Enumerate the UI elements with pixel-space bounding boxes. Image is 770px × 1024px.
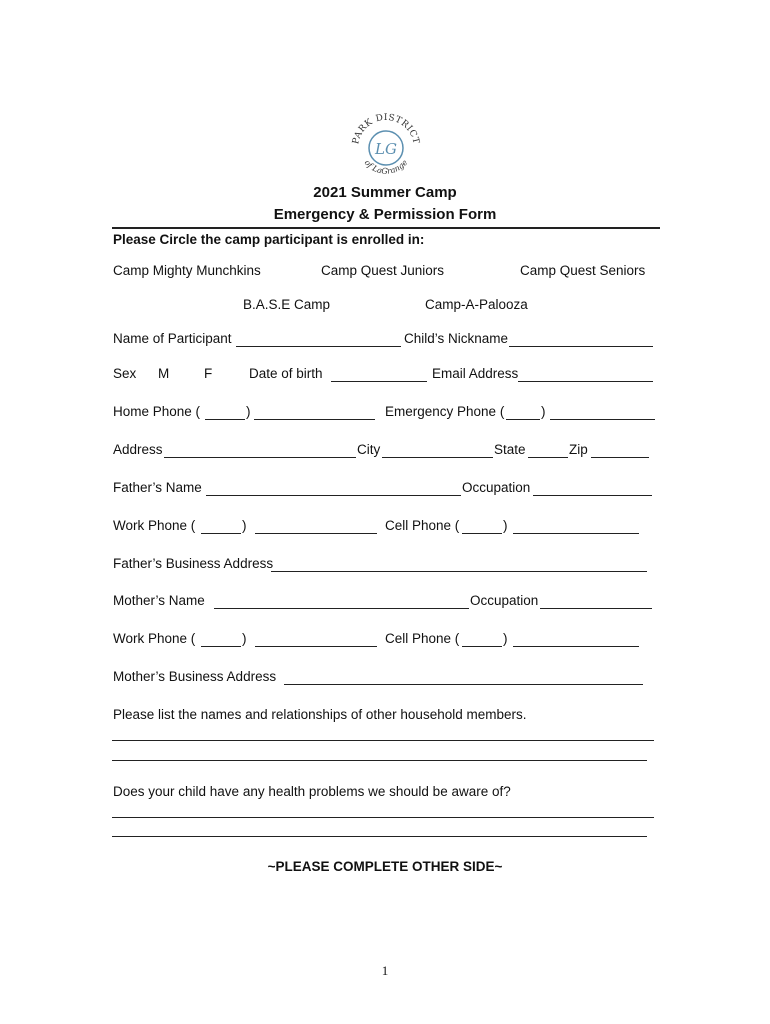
address-label: Address [113,442,163,457]
camp-option-quest-juniors[interactable]: Camp Quest Juniors [321,263,445,278]
state-label: State [494,442,526,457]
home-phone-field[interactable] [254,419,375,420]
city-field[interactable] [382,457,493,458]
dob-field[interactable] [331,381,427,382]
park-district-logo [348,108,424,184]
sex-label: Sex [113,366,137,381]
father-name-field[interactable] [206,495,461,496]
mother-name-label: Mother’s Name [113,593,205,608]
mother-work-phone-label: Work Phone ( [113,631,196,646]
emergency-phone-area-field[interactable] [506,419,540,420]
home-phone-close: ) [246,404,251,419]
camp-option-camp-a-palooza[interactable]: Camp-A-Palooza [425,297,528,312]
page-number: 1 [381,963,389,978]
zip-field[interactable] [591,457,649,458]
participant-name-field[interactable] [236,346,401,347]
mother-business-address-label: Mother’s Business Address [113,669,277,684]
father-occupation-label: Occupation [462,480,531,495]
mother-business-address-field[interactable] [284,684,643,685]
zip-label: Zip [569,442,588,457]
emergency-phone-label: Emergency Phone ( [385,404,505,419]
household-question: Please list the names and relationships of other household members. [113,707,527,722]
father-work-phone-field[interactable] [255,533,377,534]
father-occupation-field[interactable] [533,495,652,496]
father-cell-phone-area-field[interactable] [462,533,502,534]
mother-cell-phone-close: ) [503,631,508,646]
home-phone-area-field[interactable] [205,419,245,420]
mother-cell-phone-label: Cell Phone ( [385,631,460,646]
father-work-phone-label: Work Phone ( [113,518,196,533]
father-cell-phone-label: Cell Phone ( [385,518,460,533]
household-answer-line-2[interactable] [112,760,647,761]
father-work-phone-close: ) [242,518,247,533]
health-answer-line-2[interactable] [112,836,647,837]
camp-instruction: Please Circle the camp participant is enrolled in: [113,232,425,247]
health-answer-line-1[interactable] [112,817,654,818]
city-label: City [357,442,381,457]
father-business-address-label: Father’s Business Address [113,556,274,571]
mother-name-field[interactable] [214,608,469,609]
father-cell-phone-close: ) [503,518,508,533]
nickname-field[interactable] [509,346,653,347]
state-field[interactable] [528,457,568,458]
father-work-phone-area-field[interactable] [201,533,241,534]
logo-text-bottom: of LaGrange [362,158,410,176]
father-name-label: Father’s Name [113,480,202,495]
home-phone-label: Home Phone ( [113,404,201,419]
mother-cell-phone-field[interactable] [513,646,639,647]
mother-work-phone-field[interactable] [255,646,377,647]
email-field[interactable] [518,381,653,382]
household-answer-line-1[interactable] [112,740,654,741]
complete-other-side-note: ~PLEASE COMPLETE OTHER SIDE~ [267,859,503,874]
dob-label: Date of birth [249,366,323,381]
mother-occupation-label: Occupation [470,593,539,608]
father-cell-phone-field[interactable] [513,533,639,534]
father-business-address-field[interactable] [271,571,647,572]
logo-text-top: PARK DISTRICT [351,112,421,146]
logo-monogram: LG [375,140,397,158]
camp-option-quest-seniors[interactable]: Camp Quest Seniors [520,263,646,278]
mother-work-phone-close: ) [242,631,247,646]
health-question: Does your child have any health problems we should be aware of? [113,784,511,799]
camp-option-base-camp[interactable]: B.A.S.E Camp [243,297,331,312]
form-title-line1: 2021 Summer Camp [313,184,457,201]
address-field[interactable] [164,457,356,458]
sex-option-f[interactable]: F [204,366,213,381]
emergency-phone-field[interactable] [550,419,655,420]
camp-option-mighty-munchkins[interactable]: Camp Mighty Munchkins [113,263,261,278]
mother-work-phone-area-field[interactable] [201,646,241,647]
title-divider [112,227,660,229]
mother-occupation-field[interactable] [540,608,652,609]
svg-text:of LaGrange [363,158,410,176]
email-label: Email Address [432,366,519,381]
mother-cell-phone-area-field[interactable] [462,646,502,647]
form-title-line2: Emergency & Permission Form [273,206,497,223]
emergency-phone-close: ) [541,404,546,419]
nickname-label: Child’s Nickname [404,331,509,346]
sex-option-m[interactable]: M [158,366,170,381]
participant-name-label: Name of Participant [113,331,232,346]
